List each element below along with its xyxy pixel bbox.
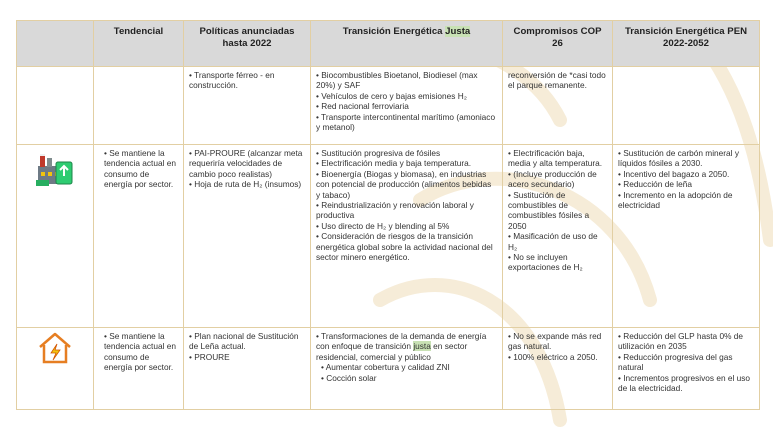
cell-justa: • Sustitución progresiva de fósiles • Electrificación media y baja temperatura. • Bioenergía (Biogas y biomasa), en industrias con potencial de producción (alimentos bebidas y tabaco) • Reindustrialización y renovación laboral y productiva • Uso directo de H₂ y blending al 5% • Consideración de riesgos de la transición energética global sobre la actividad nacional del sector minero energético. (311, 145, 503, 328)
highlight-justa: Justa (445, 26, 471, 37)
cell-tendencial: • Se mantiene la tendencia actual en consumo de energía por sector. (94, 328, 184, 410)
cell-politicas: • Transporte férreo - en construcción. (184, 67, 311, 145)
cell-justa: • Biocombustibles Bioetanol, Biodiesel (max 20%) y SAF • Vehículos de cero y bajas emisiones H₂ • Red nacional ferroviaria • Transporte intercontinental marítimo (amoniaco y metanol) (311, 67, 503, 145)
cell-cop26: • No se expande más red gas natural. • 100% eléctrico a 2050. (503, 328, 613, 410)
header-cop26: Compromisos COP 26 (503, 21, 613, 67)
cell-tendencial: • Se mantiene la tendencia actual en consumo de energía por sector. (94, 145, 184, 328)
cell-justa: • Transformaciones de la demanda de energía con enfoque de transición justa en sector residencial, comercial y público • Aumentar cobertura y calidad ZNI • Cocción solar (311, 328, 503, 410)
row-icon-cell (17, 67, 94, 145)
table-row-residential (17, 328, 760, 410)
industry-icon (36, 148, 74, 186)
table-row-industry (17, 145, 760, 328)
energy-transition-table (16, 20, 760, 410)
header-tendencial: Tendencial (94, 21, 184, 67)
table-header-row (17, 21, 760, 67)
row-icon-cell (17, 145, 94, 328)
header-pen: Transición Energética PEN 2022-2052 (613, 21, 760, 67)
row-icon-cell (17, 328, 94, 410)
header-icon-column (17, 21, 94, 67)
cell-pen (613, 67, 760, 145)
header-transicion-justa: Transición Energética Justa (311, 21, 503, 67)
cell-pen: • Sustitución de carbón mineral y líquidos fósiles a 2030. • Incentivo del bagazo a 2050. • Reducción de leña • Incremento en la adopción de electricidad (613, 145, 760, 328)
cell-politicas: • PAI-PROURE (alcanzar meta requeriría velocidades de cambio poco realistas) • Hoja de ruta de H₂ (insumos) (184, 145, 311, 328)
cell-pen: • Reducción del GLP hasta 0% de utilización en 2035 • Reducción progresiva del gas natural • Incrementos progresivos en el uso de la electricidad. (613, 328, 760, 410)
cell-tendencial (94, 67, 184, 145)
house-energy-icon (37, 331, 73, 365)
cell-politicas: • Plan nacional de Sustitución de Leña actual. • PROURE (184, 328, 311, 410)
table-row-transport (17, 67, 760, 145)
cell-cop26: • Electrificación baja, media y alta temperatura. • (Incluye producción de acero secundario) • Sustitución de combustibles de combustibles fósiles a 2050 • Masificación de uso de H₂ • No se incluyen exportaciones de H₂ (503, 145, 613, 328)
highlight-justa: justa (413, 341, 431, 352)
header-politicas: Políticas anunciadas hasta 2022 (184, 21, 311, 67)
cell-cop26: reconversión de *casi todo el parque remanente. (503, 67, 613, 145)
